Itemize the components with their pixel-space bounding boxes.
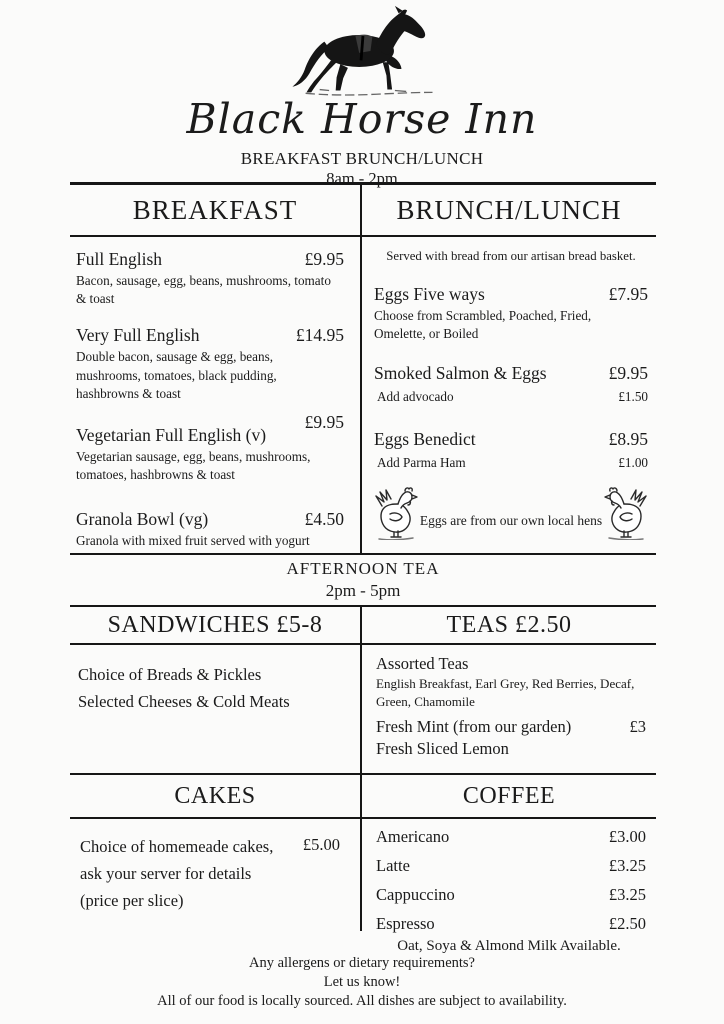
menu-item <box>76 412 344 484</box>
sandwich-tea-headers-row <box>70 607 656 645</box>
footer-line: All of our food is locally sourced. All dishes are subject to availability. <box>157 992 567 1009</box>
item-name: Americano <box>376 827 450 846</box>
sandwiches-line: Selected Cheeses & Cold Meats <box>78 692 290 712</box>
afternoon-tea-hours: 2pm - 5pm <box>325 581 401 600</box>
item-name: Fresh Sliced Lemon <box>376 738 509 758</box>
item-name: Latte <box>376 856 410 875</box>
cakes-column <box>70 819 362 931</box>
item-addon-price: £1.00 <box>618 455 648 471</box>
brunch-note: Served with bread from our artisan bread basket. <box>386 249 636 263</box>
cakes-line: Choice of homemeade cakes, <box>80 837 274 856</box>
afternoon-tea-heading: AFTERNOON TEA <box>286 559 440 578</box>
item-description: Vegetarian sausage, egg, beans, mushrooms, tomatoes, hashbrowns & toast <box>76 449 311 483</box>
cakes-line: (price per slice) <box>80 891 184 911</box>
cakes-coffee-row <box>70 819 656 931</box>
menu-subtitle: BREAKFAST BRUNCH/LUNCH <box>240 149 484 169</box>
hen-icon <box>604 486 648 545</box>
coffee-heading: COFFEE <box>462 782 556 809</box>
item-description: Bacon, sausage, egg, beans, mushrooms, tomato & toast <box>76 273 331 307</box>
menu-item <box>76 509 344 550</box>
item-name: Espresso <box>376 914 435 933</box>
menu-grid <box>70 182 656 955</box>
item-name: Cappuccino <box>376 885 455 904</box>
section-headers-row <box>70 185 656 237</box>
item-price: £3.25 <box>608 885 646 904</box>
item-name: Eggs Five ways <box>374 284 485 304</box>
afternoon-tea-band <box>70 555 656 607</box>
brunch-column <box>362 237 656 553</box>
item-price: £9.95 <box>304 412 344 433</box>
breakfast-heading: BREAKFAST <box>70 185 362 235</box>
sandwich-tea-row <box>70 645 656 775</box>
item-price: £3.00 <box>608 827 646 846</box>
breakfast-brunch-row <box>70 237 656 555</box>
item-description: Choose from Scrambled, Poached, Fried, Omelette, or Boiled <box>374 308 592 342</box>
item-name: Vegetarian Full English (v) <box>76 425 267 446</box>
footer-line: Any allergens or dietary requirements? <box>248 955 475 971</box>
item-price: £4.50 <box>304 508 344 529</box>
menu-item <box>76 249 344 308</box>
hens-note: Eggs are from our own local hens <box>419 513 603 528</box>
item-name: Very Full English <box>76 325 200 346</box>
menu-footer <box>0 954 724 1011</box>
footer-line: Let us know! <box>323 973 401 990</box>
breakfast-column <box>70 237 362 553</box>
menu-item <box>374 284 648 343</box>
cakes-coffee-headers-row <box>70 775 656 819</box>
item-price: £2.50 <box>608 914 646 933</box>
item-price: £14.95 <box>295 325 344 346</box>
item-addon: Add advocado <box>377 389 454 405</box>
item-description: Double bacon, sausage & egg, beans, mushrooms, tomatoes, black pudding, hashbrowns & toast <box>76 349 277 401</box>
item-price: £9.95 <box>304 249 344 269</box>
item-description: Granola with mixed fruit served with yogurt <box>76 532 310 548</box>
item-addon: Add Parma Ham <box>377 455 466 471</box>
item-name: Smoked Salmon & Eggs <box>374 363 547 384</box>
item-price: £8.95 <box>608 429 648 450</box>
item-addon-price: £1.50 <box>618 389 648 405</box>
menu-item <box>374 429 648 471</box>
teas-heading: TEAS £2.50 <box>446 611 572 638</box>
hen-icon <box>374 486 418 545</box>
milk-note: Oat, Soya & Almond Milk Available. <box>397 938 621 954</box>
milk-note-row <box>70 931 656 955</box>
restaurant-name: Black Horse Inn <box>186 95 538 143</box>
item-price: £7.95 <box>608 284 648 304</box>
item-name: Granola Bowl (vg) <box>76 508 209 529</box>
item-price: £3.25 <box>608 856 646 875</box>
menu-item <box>374 363 648 405</box>
brunch-heading: BRUNCH/LUNCH <box>396 194 622 225</box>
cakes-line: ask your server for details <box>80 864 252 884</box>
item-price: £5.00 <box>302 835 340 854</box>
sandwiches-heading: SANDWICHES £5-8 <box>70 607 362 643</box>
hens-note-row <box>374 486 648 553</box>
menu-hours: 8am - 2pm <box>326 169 398 189</box>
coffee-column <box>362 819 656 931</box>
item-name: Assorted Teas <box>376 654 469 673</box>
menu-header <box>0 4 724 189</box>
sandwiches-column <box>70 645 362 773</box>
item-price: £3 <box>629 716 646 736</box>
cakes-heading: CAKES <box>70 775 362 817</box>
teas-column <box>362 645 656 773</box>
item-price: £9.95 <box>608 363 648 384</box>
sandwiches-line: Choice of Breads & Pickles <box>78 665 262 684</box>
horse-logo-icon <box>282 4 442 98</box>
menu-item <box>76 325 344 403</box>
item-name: Eggs Benedict <box>374 429 476 450</box>
item-description: English Breakfast, Earl Grey, Red Berries, Decaf, Green, Chamomile <box>376 676 635 710</box>
item-name: Full English <box>76 249 163 269</box>
item-name: Fresh Mint (from our garden) <box>376 716 572 736</box>
